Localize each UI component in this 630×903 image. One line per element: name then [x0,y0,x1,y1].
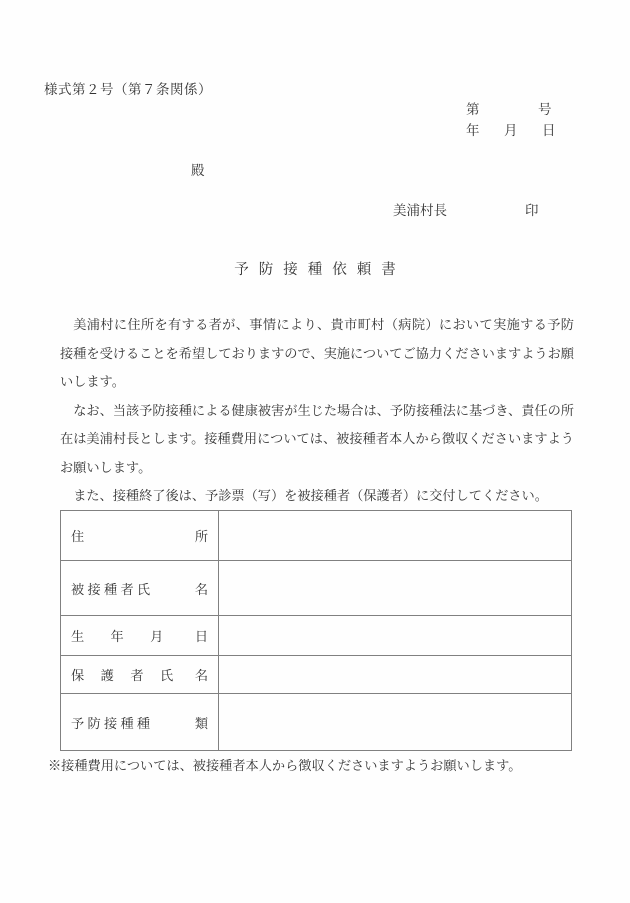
row-label-vaccine-type-end: 類 [194,715,208,731]
paragraph-3: また、接種終了後は、予診票（写）を被接種者（保護者）に交付してください。 [73,488,548,503]
table-row [61,694,572,751]
table-row [61,511,572,561]
row-label-guardian-name-start: 保 護 者 氏 [71,668,174,683]
row-label-address-start: 住 [71,529,85,544]
table-row [61,656,572,694]
row-label-recipient-name-end: 名 [194,581,208,597]
document-number-unit: 号 [538,102,552,117]
row-label-birthdate [61,616,219,656]
row-value-recipient-name[interactable] [219,561,572,616]
issuer-name: 美浦村長 [393,203,447,218]
row-value-vaccine-type[interactable] [219,694,572,751]
document-number-label: 第 [466,102,480,117]
row-value-address[interactable] [219,511,572,561]
footnote: ※接種費用については、被接種者本人から徴収くださいますようお願いします。 [48,758,522,773]
addressee-honorific: 殿 [191,163,205,178]
row-label-birthdate-end: 日 [194,629,208,644]
row-label-recipient-name [61,561,219,616]
row-label-address [61,511,219,561]
table-row [61,616,572,656]
document-date-row [466,120,556,141]
body-text [60,311,574,511]
issuer-line [393,199,539,219]
paragraph-2: なお、当該予防接種による健康被害が生じた場合は、予防接種法に基づき、責任の所在は美浦村長とします。接種費用については、被接種者本人から徴収くださいますようお願いします。 [60,402,574,475]
row-label-vaccine-type-start: 予 防 接 種 種 [71,715,151,731]
row-label-guardian-name [61,656,219,694]
date-day-label: 日 [542,123,556,138]
row-value-guardian-name[interactable] [219,656,572,694]
row-label-birthdate-start: 生 年 月 [71,629,164,644]
date-year-label: 年 [466,123,480,138]
row-label-address-end: 所 [194,529,208,544]
table-row [61,561,572,616]
row-label-vaccine-type [61,694,219,751]
document-number-date-block [466,99,556,141]
seal-mark: 印 [525,203,539,218]
page-title: 予防接種依頼書 [234,262,406,278]
row-value-birthdate[interactable] [219,616,572,656]
row-label-guardian-name-end: 名 [194,668,208,683]
date-month-label: 月 [504,123,518,138]
applicant-info-table [60,510,572,751]
paragraph-1: 美浦村に住所を有する者が、事情により、貴市町村（病院）において実施する予防接種を受けることを希望しておりますので、実施についてご協力くださいますようお願いします。 [60,317,574,389]
row-label-recipient-name-start: 被 接 種 者 氏 [71,581,151,597]
form-number: 様式第２号（第７条関係） [44,82,212,97]
document-number-row [466,99,556,120]
